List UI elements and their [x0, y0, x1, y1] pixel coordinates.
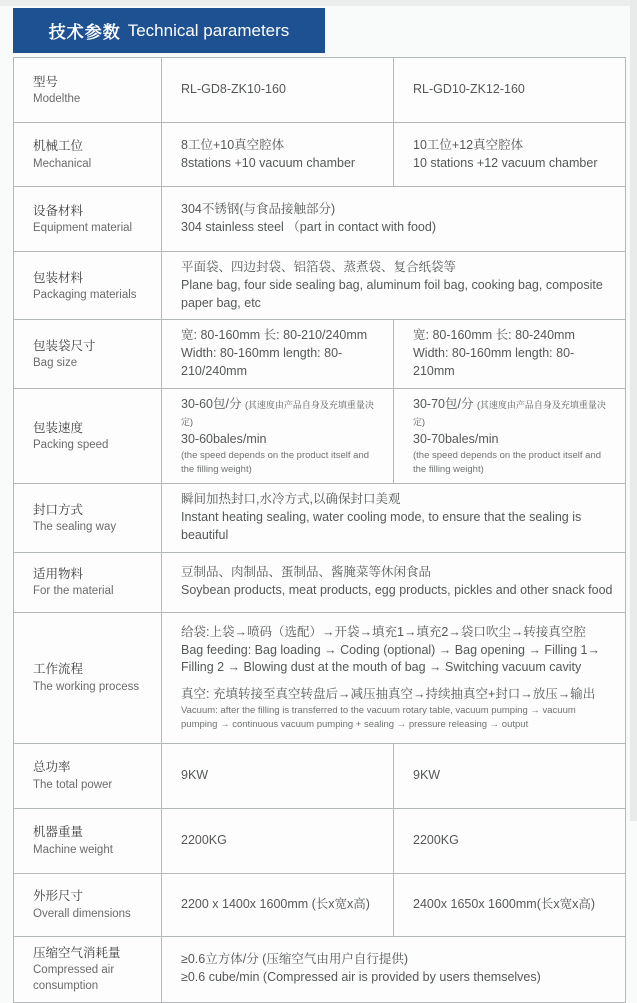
row-label-cell — [14, 936, 162, 1002]
value-cell — [394, 873, 626, 936]
row-label-cell — [14, 612, 162, 743]
speed-value: 30-60包/分 — [181, 396, 242, 411]
row-label-cell — [14, 123, 162, 187]
cell-line: 30-70bales/min — [413, 432, 499, 446]
row-label-cell — [14, 388, 162, 484]
cell-line: Width: 80-160mm length: 80-210/240mm — [181, 346, 343, 378]
section-title-banner — [13, 8, 325, 53]
cell-line: RL-GD10-ZK12-160 — [413, 82, 525, 97]
row-label-cell — [14, 187, 162, 252]
table-row-packing-speed — [14, 388, 626, 484]
table-row-applicable-material — [14, 552, 626, 612]
row-label-zh: 包装速度 — [33, 420, 84, 435]
cell-line: 10工位+12真空腔体 — [413, 137, 524, 152]
value-cell — [394, 808, 626, 873]
value-cell — [162, 187, 626, 252]
row-label-en: Packing speed — [33, 438, 109, 451]
table-row-packaging-materials — [14, 252, 626, 320]
row-label-en: Compressed air consumption — [33, 964, 115, 993]
cell-line: Width: 80-160mm length: 80-210mm — [413, 346, 575, 378]
value-cell — [162, 743, 394, 808]
row-label-zh: 型号 — [33, 74, 59, 89]
cell-line: ≥0.6立方体/分 (压缩空气由用户自行提供) — [181, 952, 409, 967]
row-label-cell — [14, 743, 162, 808]
table-row-total-power — [14, 743, 626, 808]
row-label-zh: 包装材料 — [33, 270, 84, 285]
value-cell — [394, 388, 626, 484]
row-label-zh: 机器重量 — [33, 825, 84, 840]
cell-line: Plane bag, four side sealing bag, aluminum foil bag, cooking bag, composite paper bag, etc — [181, 277, 603, 310]
row-label-en: Mechanical — [33, 157, 92, 170]
process-bag-feeding-zh: 给袋:上袋→喷码（选配）→开袋→填充1→填充2→袋口吹尘→转接真空腔 — [181, 624, 586, 639]
cell-line: 10 stations +12 vacuum chamber — [413, 155, 598, 170]
process-bag-feeding-en: Bag feeding: Bag loading → Coding (optional) → Bag opening → Filling 1→ Filling 2 → Blowing dust at the mouth of bag → Switching vacuum cavity — [181, 642, 601, 675]
value-cell — [162, 936, 626, 1002]
row-label-zh: 机械工位 — [33, 139, 84, 154]
value-cell — [162, 58, 394, 123]
cell-line: 304不锈钢(与食品接触部分) — [181, 202, 336, 217]
row-label-zh: 适用物料 — [33, 566, 84, 581]
cell-line: Soybean products, meat products, egg products, pickles and other snack food — [181, 583, 613, 598]
row-label-zh: 封口方式 — [33, 502, 84, 517]
cell-line: 30-60bales/min — [181, 432, 267, 446]
value-cell — [162, 320, 394, 388]
value-cell — [162, 873, 394, 936]
value-cell — [394, 320, 626, 388]
cell-line: 8工位+10真空腔体 — [181, 137, 285, 152]
value-cell — [394, 743, 626, 808]
process-vacuum-zh: 真空: 充填转接至真空转盘后→减压抽真空→持续抽真空+封口→放压→输出 — [181, 687, 596, 702]
value-cell — [162, 552, 626, 612]
value-cell — [162, 484, 626, 552]
value-cell — [162, 252, 626, 320]
row-label-zh: 工作流程 — [33, 662, 84, 677]
cell-line: 2200KG — [413, 832, 459, 847]
row-label-en: Equipment material — [33, 222, 133, 235]
cell-line: 2400x 1650x 1600mm(长x宽x高) — [413, 896, 596, 911]
row-label-en: Packaging materials — [33, 288, 137, 301]
row-label-zh: 总功率 — [33, 760, 71, 775]
cell-line: RL-GD8-ZK10-160 — [181, 82, 286, 97]
row-label-zh: 外形尺寸 — [33, 889, 84, 904]
row-label-en: Machine weight — [33, 843, 113, 856]
row-label-zh: 设备材料 — [33, 203, 84, 218]
row-label-cell — [14, 873, 162, 936]
cell-line: (the speed depends on the product itself and the filling weight) — [413, 449, 602, 475]
cell-line: 2200 x 1400x 1600mm (长x宽x高) — [181, 896, 370, 911]
row-label-en: The total power — [33, 778, 113, 791]
speed-value: 30-70包/分 — [413, 396, 474, 411]
cell-line: (the speed depends on the product itself and the filling weight) — [181, 449, 370, 475]
value-cell — [162, 808, 394, 873]
row-label-en: Modelthe — [33, 93, 81, 106]
cell-line: 304 stainless steel （part in contact with food) — [181, 220, 436, 234]
row-label-zh: 包装袋尺寸 — [33, 338, 96, 353]
cell-line: 平面袋、四边封袋、铝箔袋、蒸煮袋、复合纸袋等 — [181, 260, 457, 274]
table-row-sealing-way — [14, 484, 626, 552]
table-row-bag-size — [14, 320, 626, 388]
table-row-machine-weight — [14, 808, 626, 873]
table-row-equipment-material — [14, 187, 626, 252]
row-label-zh: 压缩空气消耗量 — [33, 945, 121, 960]
cell-line: 瞬间加热封口,水冷方式,以确保封口美观 — [181, 492, 401, 507]
section-title-en: Technical parameters — [127, 20, 290, 40]
row-label-en: For the material — [33, 585, 114, 598]
technical-parameters-table — [13, 57, 626, 1003]
cell-line: 8stations +10 vacuum chamber — [181, 155, 356, 170]
value-cell — [162, 123, 394, 187]
row-label-cell — [14, 552, 162, 612]
value-cell — [162, 388, 394, 484]
cell-line — [413, 396, 613, 432]
table-row-overall-dimensions — [14, 873, 626, 936]
cell-line: ≥0.6 cube/min (Compressed air is provided by users themselves) — [181, 970, 541, 985]
cell-line: 9KW — [413, 767, 441, 782]
row-label-cell — [14, 320, 162, 388]
row-label-en: The working process — [33, 680, 140, 693]
row-label-en: The sealing way — [33, 520, 117, 533]
row-label-cell — [14, 252, 162, 320]
cell-line: 宽: 80-160mm 长: 80-210/240mm — [181, 328, 368, 343]
cell-line: 9KW — [181, 767, 209, 782]
value-cell — [394, 123, 626, 187]
row-label-cell — [14, 808, 162, 873]
value-cell — [394, 58, 626, 123]
section-title-zh: 技术参数 — [48, 23, 121, 42]
cell-line: Instant heating sealing, water cooling mode, to ensure that the sealing is beautiful — [181, 510, 582, 542]
table-row-working-process — [14, 612, 626, 743]
cell-line: 宽: 80-160mm 长: 80-240mm — [413, 328, 575, 343]
speed-note-zh: (其速度由产品自身及充填重量决定) — [413, 399, 606, 428]
row-label-cell — [14, 484, 162, 552]
table-row-compressed-air — [14, 936, 626, 1002]
cell-line: 豆制品、肉制品、蛋制品、酱腌菜等休闲食品 — [181, 565, 432, 580]
row-label-en: Bag size — [33, 356, 78, 369]
row-label-cell — [14, 58, 162, 123]
speed-note-zh: (其速度由产品自身及充填重量决定) — [181, 399, 374, 428]
cell-line — [181, 396, 381, 432]
row-label-en: Overall dimensions — [33, 907, 131, 920]
process-vacuum-en: Vacuum: after the filling is transferred to the vacuum rotary table, vacuum pumping → vacuum pumping → continuous vacuum pumping + sealing → pressure releasing → output — [181, 704, 576, 730]
table-row-mechanical — [14, 123, 626, 187]
page-top-strip — [0, 0, 637, 6]
table-row-model — [14, 58, 626, 123]
cell-line: 2200KG — [181, 832, 227, 847]
value-cell — [162, 612, 626, 743]
page-right-strip — [630, 0, 637, 821]
